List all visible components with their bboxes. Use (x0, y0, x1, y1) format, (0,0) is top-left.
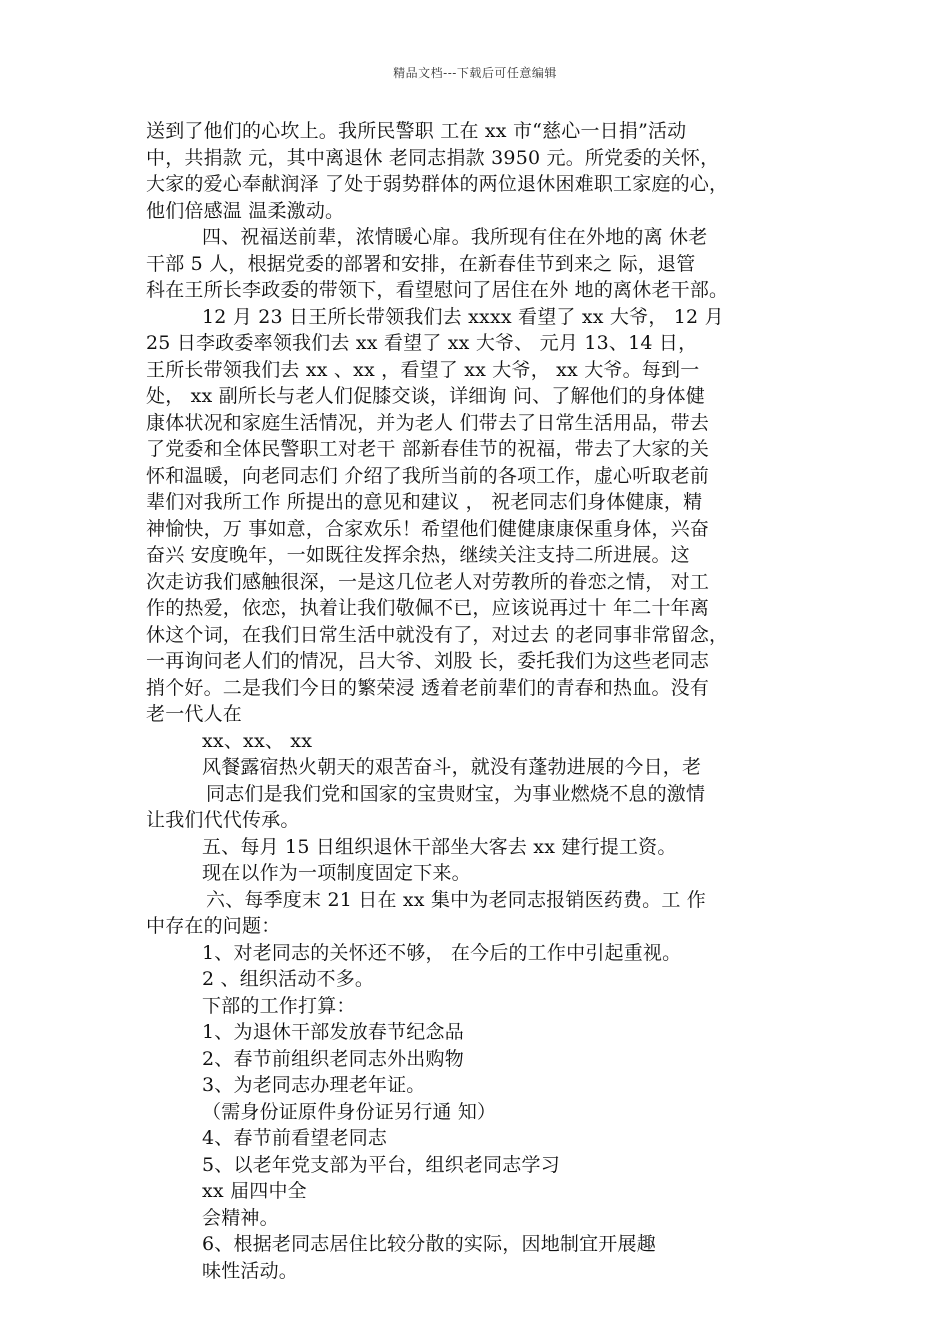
text-line: xx、xx、 xx (202, 729, 313, 752)
text-line: 1、对老同志的关怀还不够， 在今后的工作中引起重视。 (202, 941, 682, 964)
document-body (146, 118, 806, 1284)
text-line: 25 日李政委率领我们去 xx 看望了 xx 大爷、 元月 13、14 日， (146, 332, 698, 354)
text-line: 六、每季度末 21 日在 xx 集中为老同志报销医药费。工 作 (206, 888, 707, 911)
text-line: 1、为退休干部发放春节纪念品 (202, 1021, 464, 1043)
text-line: 一再询问老人们的情况，吕大爷、刘股 长，委托我们为这些老同志 (146, 650, 710, 672)
text-line: 怀和温暖，向老同志们 介绍了我所当前的各项工作，虚心听取老前 (146, 464, 710, 487)
text-line: 五、每月 15 日组织退休干部坐大客去 xx 建行提工资。 (202, 835, 677, 858)
text-line: 让我们代代传承。 (146, 809, 300, 831)
text-line: 同志们是我们党和国家的宝贵财宝，为事业燃烧不息的激情 (206, 782, 706, 805)
text-line: 5、以老年党支部为平台，组织老同志学习 (202, 1153, 560, 1176)
text-line: 了党委和全体民警职工对老干 部新春佳节的祝福，带去了大家的关 (146, 438, 710, 460)
text-line: （需身份证原件身份证另行通 知） (202, 1100, 497, 1123)
text-line: 次走访我们感触很深，一是这几位老人对劳教所的眷恋之情， 对工 (146, 570, 710, 593)
page-header: 精品文档---下载后可任意编辑 (393, 66, 557, 80)
text-line: 2 、组织活动不多。 (202, 968, 375, 990)
text-line: 味性活动。 (202, 1259, 299, 1282)
text-line: 处， xx 副所长与老人们促膝交谈，详细询 问、了解他们的身体健 (146, 385, 705, 407)
text-line: 休这个词，在我们日常生活中就没有了，对过去 的老同事非常留念， (146, 623, 729, 646)
text-line: 中，共捐款 元，其中离退休 老同志捐款 3950 元。所党委的关怀， (146, 146, 720, 169)
text-line: 康体状况和家庭生活情况，并为老人 们带去了日常生活用品，带去 (146, 411, 710, 434)
text-line: 现在以作为一项制度固定下来。 (202, 862, 471, 884)
text-line: 捎个好。二是我们今日的繁荣浸 透着老前辈们的青春和热血。没有 (146, 676, 710, 699)
text-line: 中存在的问题： (146, 915, 281, 937)
text-line: 下部的工作打算： (202, 994, 356, 1017)
text-line: 科在王所长李政委的带领下，看望慰问了居住在外 地的离休老干部。 (146, 279, 729, 301)
text-line: 2、春节前组织老同志外出购物 (202, 1047, 464, 1070)
text-line: 送到了他们的心坎上。我所民警职 工在 xx 市“慈心一日捐”活动 (146, 120, 687, 142)
text-line: 奋兴 安度晚年，一如既往发挥余热，继续关注支持二所进展。这 (146, 544, 690, 566)
text-line: 他们倍感温 温柔激动。 (146, 199, 345, 222)
text-line: 会精神。 (202, 1206, 279, 1229)
text-line: 干部 5 人，根据党委的部署和安排，在新春佳节到来之 际，退管 (146, 252, 696, 275)
text-line: 四、祝福送前辈，浓情暖心扉。我所现有住在外地的离 休老 (202, 226, 708, 248)
text-line: 辈们对我所工作 所提出的意见和建议 ， 祝老同志们身体健康，精 (146, 491, 703, 513)
text-line: 4、春节前看望老同志 (202, 1127, 388, 1149)
text-line: 3、为老同志办理老年证。 (202, 1074, 426, 1096)
text-line: 作的热爱，依恋，执着让我们敬佩不已，应该说再过十 年二十年离 (146, 597, 710, 619)
text-line: 6、根据老同志居住比较分散的实际，因地制宜开展趣 (202, 1233, 656, 1255)
text-line: 神愉快，万 事如意，合家欢乐！希望他们健健康康保重身体，兴奋 (146, 517, 710, 540)
text-line: 大家的爱心奉献润泽 了处于弱势群体的两位退休困难职工家庭的心， (146, 173, 729, 195)
text-line: 12 月 23 日王所长带领我们去 xxxx 看望了 xx 大爷， 12 月 (202, 305, 724, 328)
text-line: xx 届四中全 (202, 1180, 307, 1202)
text-line: 风餐露宿热火朝天的艰苦奋斗，就没有蓬勃进展的今日，老 (202, 756, 702, 778)
text-line: 老一代人在 (146, 703, 243, 725)
text-line: 王所长带领我们去 xx 、xx ，看望了 xx 大爷， xx 大爷。每到一 (146, 358, 700, 381)
